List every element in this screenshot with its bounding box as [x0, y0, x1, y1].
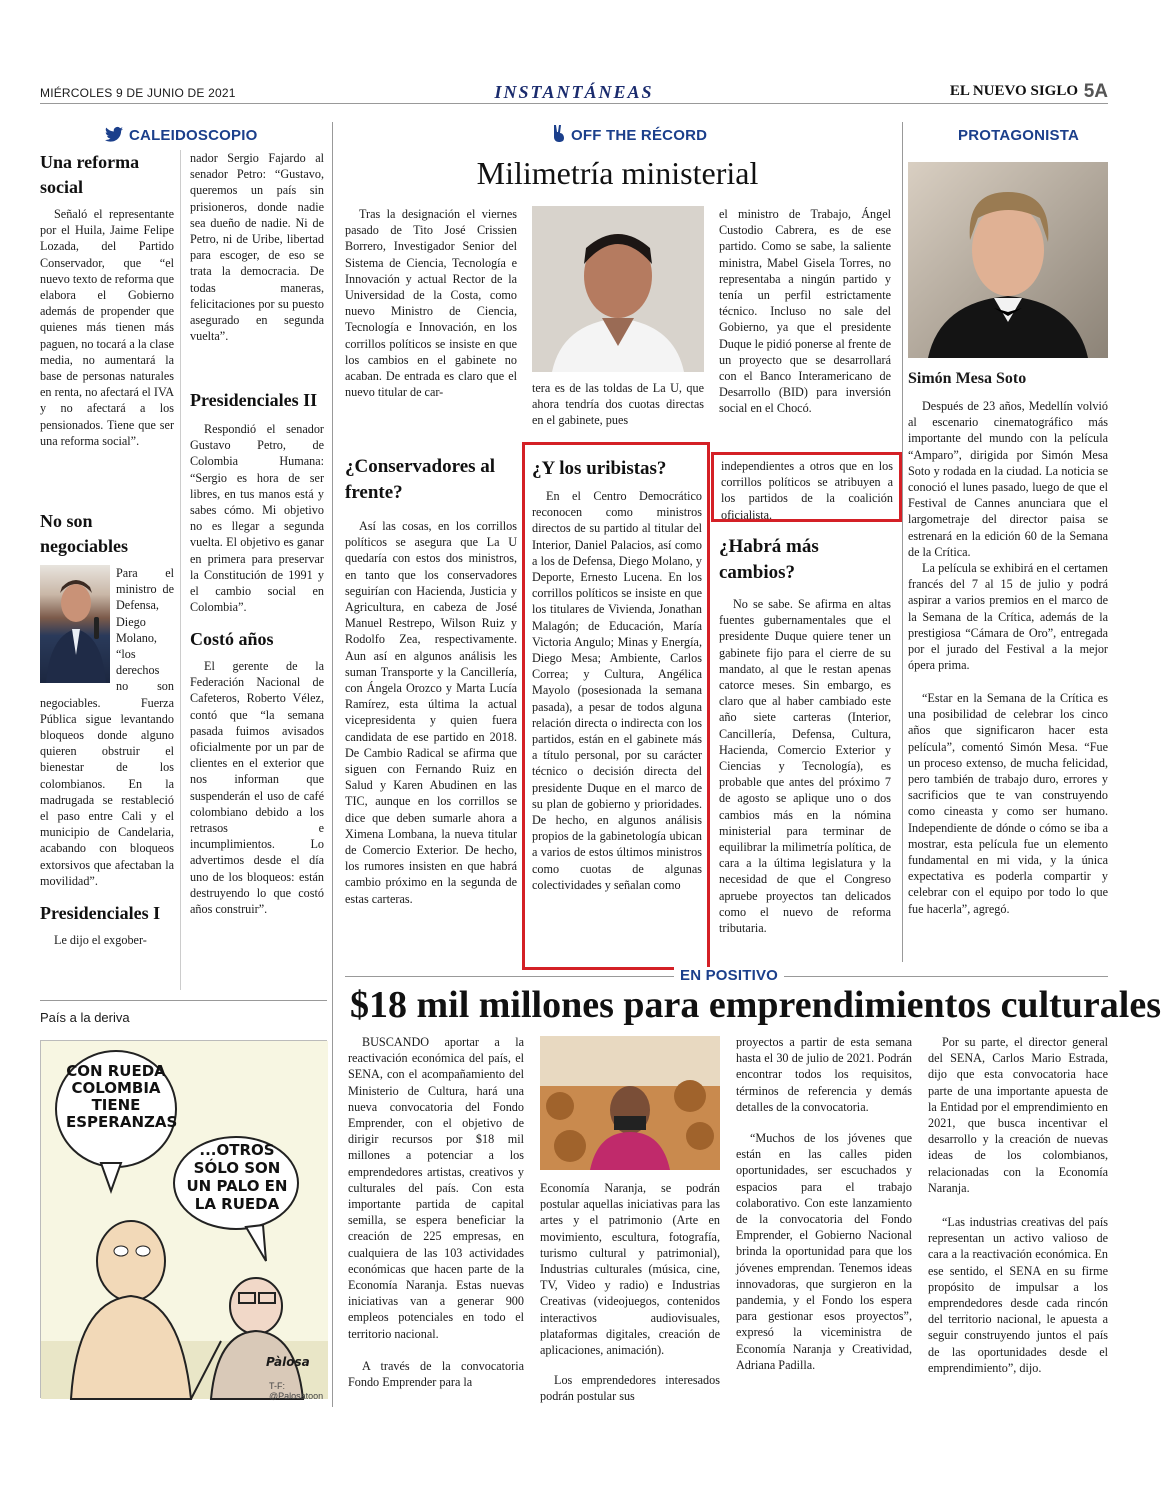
- caleidoscopio-column-1: [40, 150, 174, 948]
- offrecord-title: Milimetría ministerial: [476, 155, 759, 191]
- page-header: [40, 81, 1108, 104]
- offrecord-column-3: [719, 206, 891, 432]
- uribistas-text: En el Centro Democrático reconocen como ministros directos de su partido al titular del Interior, Daniel Palacios, así como a los de Defensa, Diego Molano, y Deporte, Ernesto Lucena. En los corrillos políticos se insiste en que los titulares de Vivienda, Jonathan Malagón; de Educación, María Victoria Angulo; Minas y Energía, Diego Mesa; Ambiente, Carlos Correa; y Cultura, Angélica Mayolo (posesionada la semana pasada), a pesar de todos alguna relación directa o indirecta con los partidos, están en el gabinete más a título personal, por su carácter técnico o decisión directa del presidente Duque en el marco de su plan de gobierno y prioridades. De hecho, en algunos análisis propios de la gabinetología ubican a varios de estos últimos ministros como cuotas de algunas colectividades y señalan como: [532, 489, 702, 892]
- enpositivo-c2b: Los emprendedores interesados podrán postular sus: [540, 1373, 720, 1404]
- section-title: INSTANTÁNEAS: [494, 82, 654, 102]
- enpositivo-c4b: “Las industrias creativas del país representan un activo valioso de cara a la reactivación económica. En ese sentido, el SENA en su firme propósito de impulsar a los emprendedores desde cada rincón del territorio nacional, le apuesta a seguir construyendo juntos el país de las oportunidades desde el emprendimiento”, dijo.: [928, 1215, 1108, 1375]
- offrecord-cont-text: tera es de las toldas de La U, que ahora tendría dos cuotas directas en el gabinete, pues: [532, 381, 704, 428]
- offrecord-label: OFF THE RÉCORD: [571, 127, 708, 144]
- cartoon-bubble-1: CON RUEDA COLOMBIA TIENE ESPERANZAS: [66, 1062, 178, 1131]
- cartoon-bubble-2: ...OTROS SÓLO SON UN PALO EN LA RUEDA: [186, 1141, 288, 1213]
- newspaper-name: EL NUEVO SIGLO: [949, 83, 1078, 99]
- protagonista-p1: Después de 23 años, Medellín volvió al escenario cinematográfico más importante del mundo con la película “Amparo”, dirigida por Simón Mesa Soto y rodada en la ciudad. La noticia se conoció el lunes pasado, luego de que el Festival de Cannes anunciara que el largometraje del director paisa se estrenará en la edición 60 de la Semana de la Crítica.: [908, 399, 1108, 559]
- diego-molano-photo: [40, 565, 110, 683]
- offrecord-column-2: [532, 380, 704, 429]
- mas-cambios-text: No se sabe. Se afirma en altas fuentes gubernamentales que el presidente Duque quiere tener un gabinete fijo para el cierre de su mandato, al que le restan apenas catorce meses. Sin embargo, es claro que al haber cambiado este año siete carteras (Interior, Cancillería, Defensa, Cultura, Hacienda, Comercio Exterior y Ciencias y Tecnología), es probable que antes del próximo 7 de agosto se aplique uno o dos cambios más en la nómina ministerial para terminar de equilibrar la milimetría política, de cara a la última legislatura y la necesidad de que el Congreso apruebe proyectos tan delicados como el nuevo de reforma tributaria.: [719, 597, 891, 936]
- enpositivo-column-4: [928, 1034, 1108, 1376]
- enpositivo-c2a: Economía Naranja, se podrán postular aquellas iniciativas para las artes y el patrimonio (Arte en movimiento, escultura, fotografía, turismo cultural y patrimonial), Industrias culturales (música, cine, TV, Video y radio) e Industrias Creativas (videojuegos, contenidos interactivos audiovisuales, plataformas digitales, creación de aplicaciones, animación).: [540, 1181, 720, 1358]
- headline-negociables: No son negociables: [40, 511, 128, 556]
- item-presidenciales-1-text: Le dijo el exgober-: [54, 933, 147, 947]
- column-rule: [902, 122, 903, 962]
- page-number: 5A: [1083, 81, 1108, 102]
- enpositivo-c1b: A través de la convocatoria Fondo Emprender para la: [348, 1359, 524, 1390]
- uribistas-column: [532, 456, 702, 958]
- protagonista-name: Simón Mesa Soto: [908, 370, 1027, 387]
- twitter-bird-icon: [105, 127, 123, 142]
- caleidoscopio-label: CALEIDOSCOPIO: [129, 127, 258, 144]
- caleidoscopio-kicker: [105, 127, 257, 144]
- headline-presidenciales-2: Presidenciales II: [190, 390, 318, 410]
- offrecord-kicker: [552, 125, 707, 144]
- simon-mesa-photo: [908, 162, 1108, 358]
- item-negociables-text: Para el ministro de Defensa, Diego Molano, “los derechos no son negociables. Fuerza Pública sigue levantando bloqueos donde alguno quieren obstruir el bienestar de los colombianos. En la madrugada se restableció el paso entre Cali y el municipio de Candelaria, acabando con bloqueos extorsivos que afectaban la movilidad”.: [40, 566, 174, 888]
- protagonista-column: [908, 398, 1108, 948]
- offrecord-cont-text-2: el ministro de Trabajo, Ángel Custodio Cabrera, es de ese partido. Como se sabe, la saliente ministra, Mabel Gisela Torres, no representaba a ningún partido y tenía un perfil estrictamente técnico. Incluso no sale del Gobierno, ya que el presidente Duque le pidió ponerse al frente de un proyecto que se desarrollará con el Banco Interamericano de Desarrollo (BID) para inversión social en el Chocó.: [719, 207, 891, 416]
- independientes-column: [721, 458, 893, 523]
- conservadores-text: Así las cosas, en los corrillos políticos se asegura que La U quedaría con estos dos ministros, en tanto que los conservadores seguirían con Hacienda, Justicia y Agricultura, en cabeza de José Manuel Restrepo, Wilson Ruiz y Rodolfo Zea, respectivamente. Aun así en algunos análisis les suman Transporte y la Cancillería, con Ángela Orozco y Marta Lucía Ramírez, esta última la actual vicepresidenta y quien fuera candidata de ese partido en 2018. De Cambio Radical se afirma que siguen con Fernando Ruiz en Salud y Karen Abudinen en las TIC, aunque en los corrillos se dice que deben sumarle ahora a Ximena Lombana, la nueva titular de Comercio Exterior. De hecho, los rumores insisten en que habrá cambio próximo en la segunda de estas carteras.: [345, 519, 517, 906]
- enpositivo-kicker: EN POSITIVO: [674, 967, 784, 984]
- cartoon: [40, 1040, 327, 1401]
- header-date: MIÉRCOLES 9 DE JUNIO DE 2021: [40, 86, 236, 100]
- enpositivo-column-3: [736, 1034, 912, 1373]
- headline-costo-anos: Costó años: [190, 629, 274, 649]
- cartoon-credit: T-F: @Palosatoon: [269, 1381, 324, 1401]
- headline-mas-cambios: ¿Habrá más cambios?: [719, 536, 819, 583]
- protagonista-p3: “Estar en la Semana de la Crítica es una posibilidad de celebrar los cinco años que significaron hacer esta película”, comentó Simón Mesa. “Fue un proceso extenso, de mucha felicidad, pero también de trabajo duro, errores y sacrificios que te van construyendo como cineasta y como ser humano. Independiente de dónde o cómo se iba a mostrar, esta película fue un elemento fundamental en mi vida, y la única expectativa es poderla compartir y celebrar con el equipo por todo lo que fue hacerla”, agregó.: [908, 691, 1108, 916]
- artesana-photo: [540, 1036, 720, 1170]
- protagonista-p2: La película se exhibirá en el certamen francés del 7 al 15 de julio y podrá aspirar a varios premios en el marco de la Semana de la Crítica, además de la prestigiosa “Cámara de Oro”, entregada por el jurado del Festival a la mejor ópera prima.: [908, 561, 1108, 673]
- enpositivo-title: $18 mil millones para emprendimientos culturales: [350, 984, 1161, 1026]
- offrecord-column-1: [345, 206, 517, 956]
- headline-uribistas: ¿Y los uribistas?: [532, 458, 667, 479]
- tito-crissien-photo: [532, 206, 704, 372]
- enpositivo-c1a: BUSCANDO aportar a la reactivación económica del país, el SENA, con el acompañamiento del Ministerio de Cultura, hará una nueva convocatoria del Fondo Emprender, con el objetivo de dirigir recursos por $18 mil millones a potenciar a los emprendedores artistas, creativos y culturales del país. Con esta importante partida de capital semilla, se espera beneficiar la creación de 225 empresas, en cualquiera de las 103 actividades económicas que hacen parte de la Economía Naranja. Estas nuevas iniciativas van a generar 900 empleos potenciales en todo el territorio nacional.: [348, 1035, 524, 1341]
- enpositivo-c3a: proyectos a partir de esta semana hasta el 30 de julio de 2021. Podrán encontrar todos los requisitos, términos de referencia y demás detalles de la convocatoria.: [736, 1035, 912, 1114]
- enpositivo-column-1: [348, 1034, 524, 1390]
- divider: [40, 1000, 327, 1001]
- offrecord-intro-text: Tras la designación el viernes pasado de Tito José Crissien Borrero, Investigador Senior del Sistema de Ciencia, Tecnología e Innovación y actual Rector de la Universidad de la Costa, como nuevo Ministro de Ciencia, Tecnología e Innovación, en los corrillos políticos se insiste en que los cambios en el gabinete no acaban. De entrada es claro que el nuevo titular de car-: [345, 207, 517, 400]
- item-presidenciales-2-text: Respondió el senador Gustavo Petro, de Colombia Humana: “Sergio es hora de ser libres, en tus manos está y sabes cómo. Mi objetivo no es llegar a segunda vuelta. El objetivo es ganar en primera para preservar la Constitución de 1991 y el cambio social en Colombia”.: [190, 422, 324, 615]
- enpositivo-c4a: Por su parte, el director general del SENA, Carlos Mario Estrada, dijo que esta convocatoria hace parte de una importante apuesta de la Entidad por el emprendimiento en 2021, que busca incentivar el desarrollo y la creación de nuevas ideas de los colombianos, relacionadas con la Economía Naranja.: [928, 1035, 1108, 1195]
- column-rule: [180, 150, 181, 990]
- cartoon-label: País a la deriva: [40, 1010, 130, 1025]
- item-fajardo-text: nador Sergio Fajardo al senador Petro: “Gustavo, queremos un país sin prisioneros, donde nadie sea dueño de nadie. Ni de Petro, ni de Uribe, libertad para escoger, de eso se trata la democracia. De todas maneras, felicitaciones por su puesto asegurado en segunda vuelta”.: [190, 151, 324, 344]
- enpositivo-column-2: [540, 1180, 720, 1404]
- mas-cambios-column: [719, 534, 891, 964]
- cartoon-signature: Pàlosa: [266, 1355, 310, 1369]
- item-reforma-text: Señaló el representante por el Huila, Jaime Felipe Lozada, del Partido Conservador, que “el nuevo texto de reforma que elabora el Gobierno además de propender que quienes más tienen más paguen, no tocará a la clase media, no aumentará la base de personas naturales en renta, no afectará el IVA y no afectará a los pensionados. Tiene que ser una reforma social”.: [40, 207, 175, 448]
- headline-conservadores: ¿Conservadores al frente?: [345, 456, 496, 503]
- column-rule: [332, 122, 333, 1407]
- caleidoscopio-column-2: [190, 150, 324, 950]
- headline-presidenciales-1: Presidenciales I: [40, 903, 161, 923]
- independientes-text: independientes a otros que en los corrillos políticos se atribuyen a los partidos de la coalición oficialista.: [721, 459, 893, 522]
- headline-reforma: Una reforma social: [40, 152, 140, 197]
- enpositivo-c3b: “Muchos de los jóvenes que están en las calles piden oportunidades, ser escuchados y espacios para el trabajo colaborativo. Con este lanzamiento de la convocatoria del Fondo Emprender, el Gobierno Nacional brinda la oportunidad para que los jóvenes emprendan. Tenemos ideas innovadoras, que surgieron en la pandemia, y el Fondo los espera para gestionar esos proyectos”, expresó la viceministra de Economía Naranja y Creatividad, Adriana Padilla.: [736, 1131, 912, 1372]
- peace-hand-icon: [552, 125, 565, 142]
- item-costo-anos-text: El gerente de la Federación Nacional de Cafeteros, Roberto Vélez, contó que “la semana pasada fuimos avisados oficialmente por un par de clientes en el exterior que nos informan que suspenderán el uso de café colombiano debido a los retrasos e incumplimientos. Lo advertimos desde el día uno de los bloqueos: están destruyendo lo que costó años construir”.: [190, 659, 324, 917]
- protagonista-kicker: PROTAGONISTA: [958, 127, 1080, 144]
